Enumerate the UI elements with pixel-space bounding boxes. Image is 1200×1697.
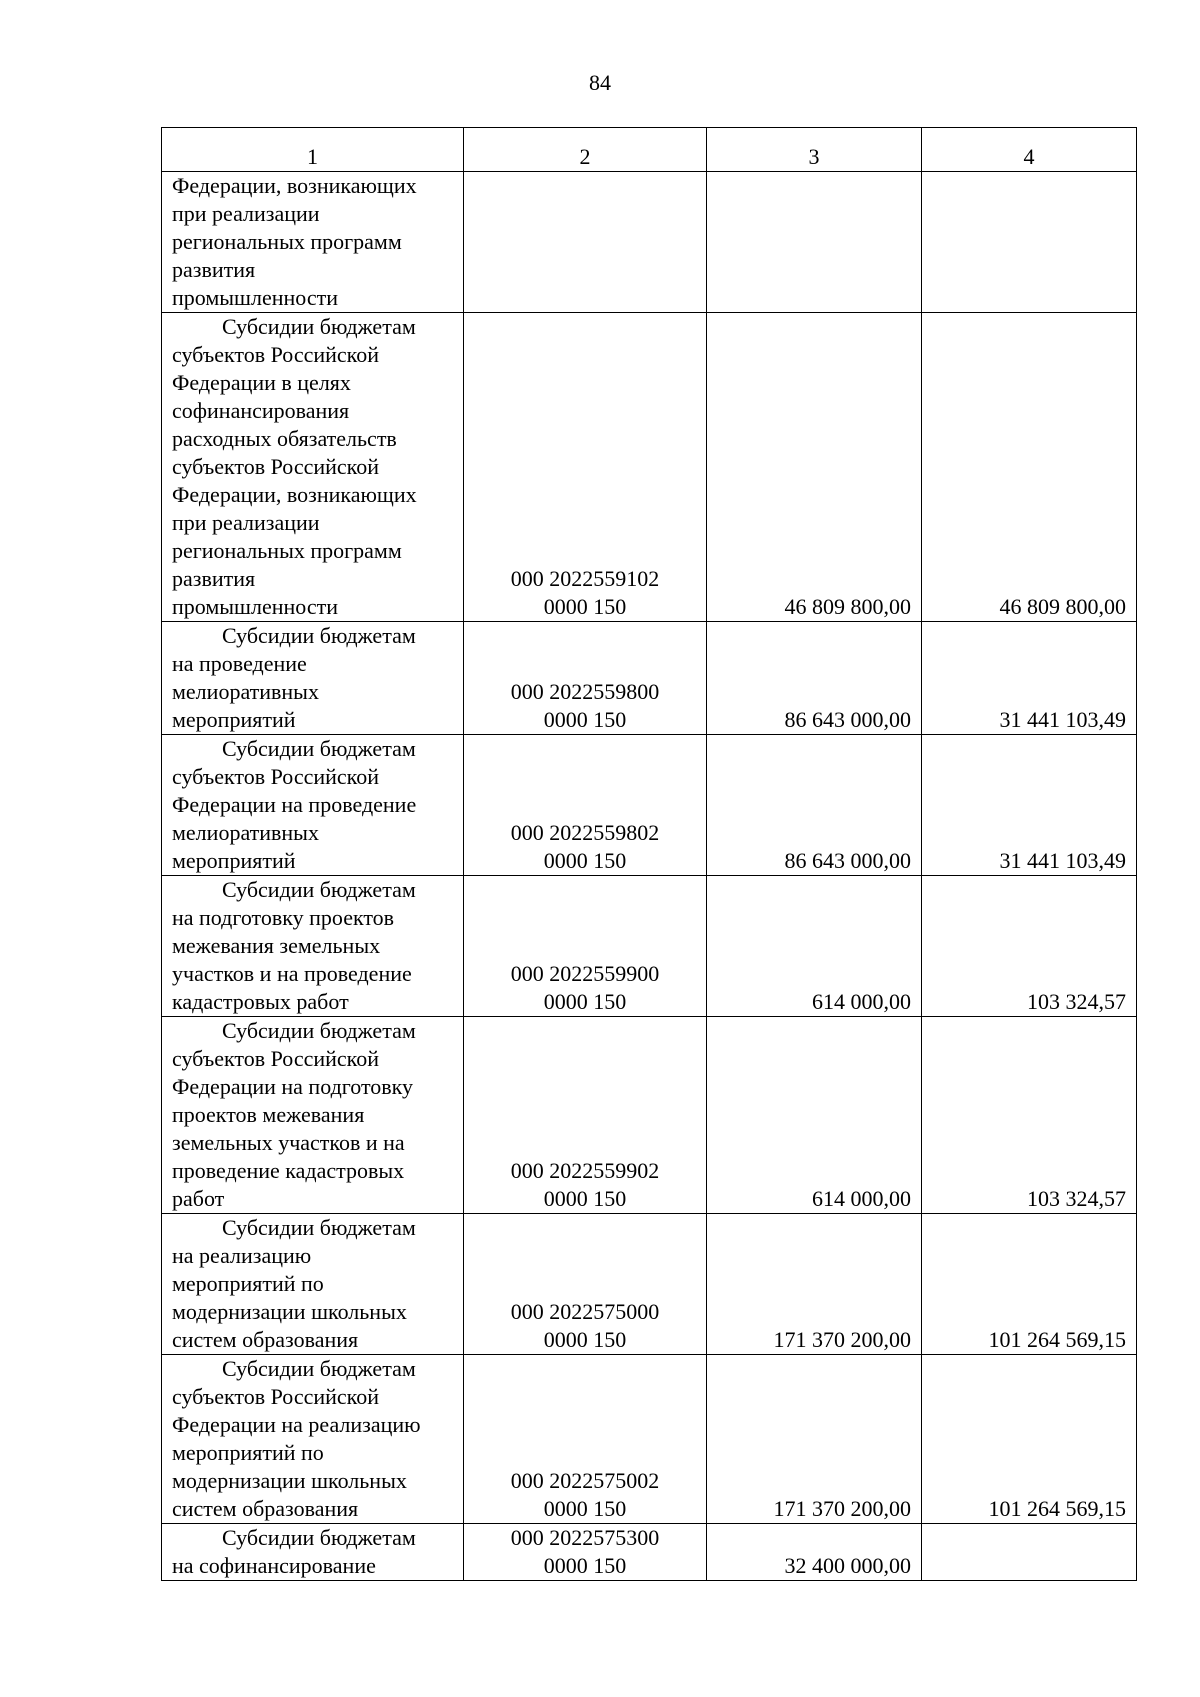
row-description bbox=[162, 1017, 464, 1214]
description-line: на реализацию bbox=[172, 1243, 312, 1268]
description-line: Субсидии бюджетам bbox=[222, 736, 416, 761]
table-row bbox=[162, 876, 1137, 1017]
header-col-4: 4 bbox=[922, 128, 1137, 172]
description-line: субъектов Российской bbox=[172, 1046, 380, 1071]
description-line: Федерации на подготовку bbox=[172, 1074, 414, 1099]
description-line: мелиоративных bbox=[172, 679, 319, 704]
code-line: 000 2022575002 bbox=[510, 1468, 660, 1493]
description-line: промышленности bbox=[172, 285, 338, 310]
description-line: на подготовку проектов bbox=[172, 905, 395, 930]
code-line: 0000 150 bbox=[543, 1186, 627, 1211]
description-line: Субсидии бюджетам bbox=[222, 1525, 416, 1550]
code-line: 0000 150 bbox=[543, 1553, 627, 1578]
table-row bbox=[162, 172, 1137, 313]
code-line: 0000 150 bbox=[543, 707, 627, 732]
code-line: 000 2022559902 bbox=[510, 1158, 660, 1183]
description-line: развития bbox=[172, 566, 256, 591]
description-line: мероприятий bbox=[172, 848, 296, 873]
description-line: субъектов Российской bbox=[172, 1384, 380, 1409]
code-line: 000 2022559900 bbox=[510, 961, 660, 986]
row-executed-amount: 31 441 103,49 bbox=[922, 735, 1137, 876]
description-line: Федерации, возникающих bbox=[172, 173, 417, 198]
row-planned-amount: 171 370 200,00 bbox=[707, 1355, 922, 1524]
budget-table bbox=[161, 127, 1137, 1581]
header-row bbox=[162, 128, 1137, 172]
row-planned-amount: 614 000,00 bbox=[707, 1017, 922, 1214]
description-line: мероприятий по bbox=[172, 1271, 324, 1296]
row-description bbox=[162, 622, 464, 735]
description-line: земельных участков и на bbox=[172, 1130, 405, 1155]
description-line: модернизации школьных bbox=[172, 1468, 407, 1493]
description-line: развития bbox=[172, 257, 256, 282]
description-line: мероприятий bbox=[172, 707, 296, 732]
row-description bbox=[162, 172, 464, 313]
table-row bbox=[162, 1017, 1137, 1214]
code-line: 000 2022575300 bbox=[510, 1525, 660, 1550]
description-line: мелиоративных bbox=[172, 820, 319, 845]
description-line: расходных обязательств bbox=[172, 426, 397, 451]
row-description bbox=[162, 1355, 464, 1524]
description-line: Субсидии бюджетам bbox=[222, 1356, 416, 1381]
code-line: 000 2022559800 bbox=[510, 679, 660, 704]
row-planned-amount: 171 370 200,00 bbox=[707, 1214, 922, 1355]
table-row bbox=[162, 1355, 1137, 1524]
table-body bbox=[162, 172, 1137, 1581]
header-col-2: 2 bbox=[464, 128, 707, 172]
row-code bbox=[464, 622, 707, 735]
row-executed-amount bbox=[922, 172, 1137, 313]
description-line: промышленности bbox=[172, 594, 338, 619]
description-line: Субсидии бюджетам bbox=[222, 877, 416, 902]
code-line bbox=[474, 284, 696, 312]
description-line: Субсидии бюджетам bbox=[222, 1215, 416, 1240]
row-planned-amount: 32 400 000,00 bbox=[707, 1524, 922, 1581]
code-line: 0000 150 bbox=[543, 1496, 627, 1521]
row-code bbox=[464, 735, 707, 876]
table-row bbox=[162, 735, 1137, 876]
description-line: субъектов Российской bbox=[172, 342, 380, 367]
row-code bbox=[464, 1524, 707, 1581]
description-line: при реализации bbox=[172, 510, 320, 535]
row-executed-amount: 103 324,57 bbox=[922, 876, 1137, 1017]
table-row bbox=[162, 622, 1137, 735]
description-line: софинансирования bbox=[172, 398, 350, 423]
row-planned-amount: 614 000,00 bbox=[707, 876, 922, 1017]
description-line: модернизации школьных bbox=[172, 1299, 407, 1324]
header-col-1: 1 bbox=[162, 128, 464, 172]
code-line: 0000 150 bbox=[543, 1327, 627, 1352]
description-line: работ bbox=[172, 1186, 225, 1211]
description-line: Субсидии бюджетам bbox=[222, 1018, 416, 1043]
description-line: Федерации в целях bbox=[172, 370, 351, 395]
description-line: региональных программ bbox=[172, 538, 402, 563]
description-line: проведение кадастровых bbox=[172, 1158, 405, 1183]
row-planned-amount bbox=[707, 172, 922, 313]
table-row bbox=[162, 313, 1137, 622]
code-line: 0000 150 bbox=[543, 594, 627, 619]
description-line: кадастровых работ bbox=[172, 989, 349, 1014]
row-description bbox=[162, 1524, 464, 1581]
row-executed-amount: 46 809 800,00 bbox=[922, 313, 1137, 622]
description-line: систем образования bbox=[172, 1327, 359, 1352]
table-row bbox=[162, 1214, 1137, 1355]
row-executed-amount: 31 441 103,49 bbox=[922, 622, 1137, 735]
description-line: мероприятий по bbox=[172, 1440, 324, 1465]
description-line: региональных программ bbox=[172, 229, 402, 254]
description-line: на проведение bbox=[172, 651, 307, 676]
code-line: 0000 150 bbox=[543, 848, 627, 873]
row-executed-amount: 103 324,57 bbox=[922, 1017, 1137, 1214]
description-line: Федерации на реализацию bbox=[172, 1412, 421, 1437]
description-line: при реализации bbox=[172, 201, 320, 226]
row-planned-amount: 46 809 800,00 bbox=[707, 313, 922, 622]
code-line: 000 2022559802 bbox=[510, 820, 660, 845]
code-line: 000 2022575000 bbox=[510, 1299, 660, 1324]
row-description bbox=[162, 313, 464, 622]
description-line: Субсидии бюджетам bbox=[222, 314, 416, 339]
header-col-3: 3 bbox=[707, 128, 922, 172]
row-planned-amount: 86 643 000,00 bbox=[707, 735, 922, 876]
row-executed-amount: 101 264 569,15 bbox=[922, 1214, 1137, 1355]
description-line: межевания земельных bbox=[172, 933, 381, 958]
row-executed-amount: 101 264 569,15 bbox=[922, 1355, 1137, 1524]
row-code bbox=[464, 1214, 707, 1355]
row-executed-amount bbox=[922, 1524, 1137, 1581]
code-line: 000 2022559102 bbox=[510, 566, 660, 591]
description-line: Федерации, возникающих bbox=[172, 482, 417, 507]
row-code bbox=[464, 172, 707, 313]
description-line: субъектов Российской bbox=[172, 764, 380, 789]
row-code bbox=[464, 313, 707, 622]
code-line bbox=[474, 256, 696, 284]
description-line: на софинансирование bbox=[172, 1553, 376, 1578]
description-line: систем образования bbox=[172, 1496, 359, 1521]
description-line: проектов межевания bbox=[172, 1102, 365, 1127]
row-planned-amount: 86 643 000,00 bbox=[707, 622, 922, 735]
code-line: 0000 150 bbox=[543, 989, 627, 1014]
row-description bbox=[162, 735, 464, 876]
row-description bbox=[162, 1214, 464, 1355]
row-description bbox=[162, 876, 464, 1017]
description-line: Субсидии бюджетам bbox=[222, 623, 416, 648]
page-number: 84 bbox=[589, 70, 611, 95]
row-code bbox=[464, 1355, 707, 1524]
table-row bbox=[162, 1524, 1137, 1581]
description-line: участков и на проведение bbox=[172, 961, 412, 986]
row-code bbox=[464, 876, 707, 1017]
description-line: субъектов Российской bbox=[172, 454, 380, 479]
row-code bbox=[464, 1017, 707, 1214]
description-line: Федерации на проведение bbox=[172, 792, 417, 817]
